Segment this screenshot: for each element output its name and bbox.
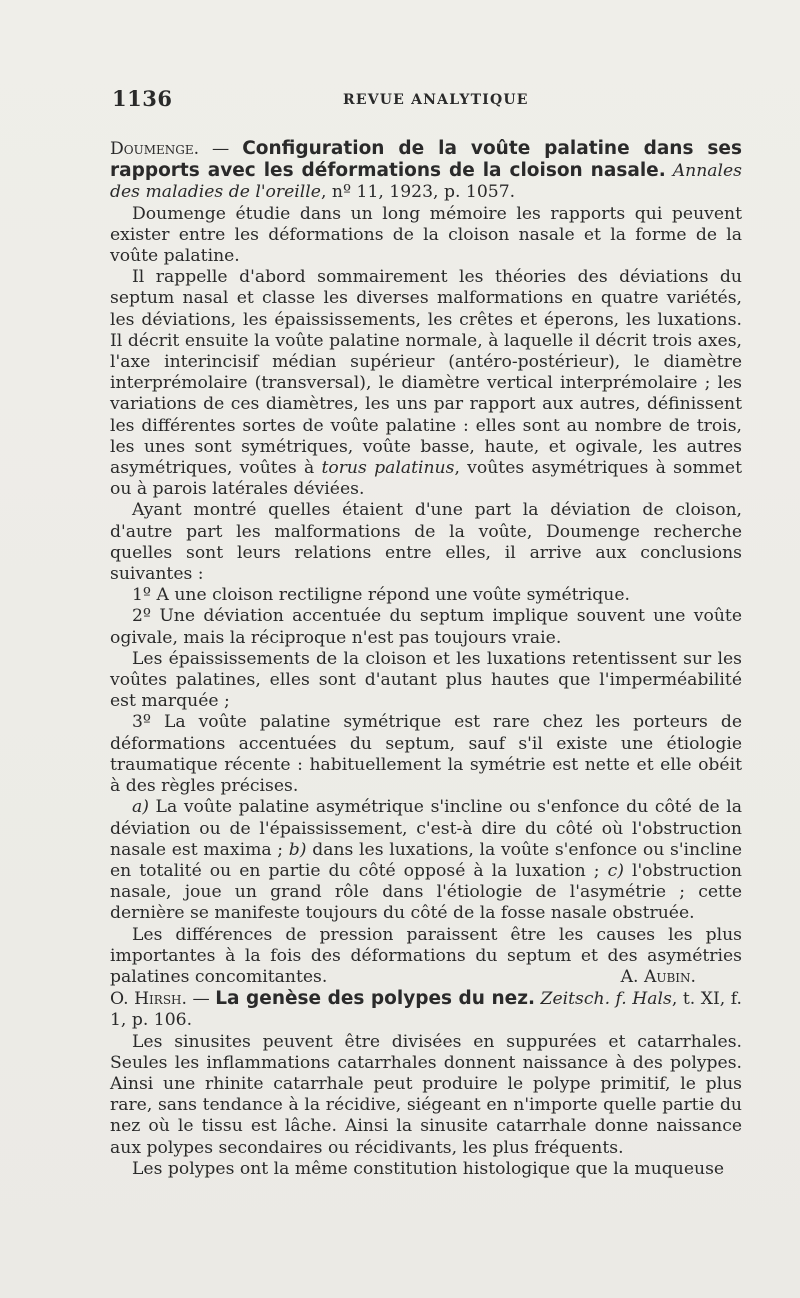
entry-1-dash: — [199,139,243,159]
page-number: 1136 [112,86,173,111]
conclusion-1: 1º A une cloison rectiligne répond une voûte symétrique. [132,585,630,606]
item-label: c) [607,860,624,881]
running-head: REVUE ANALYTIQUE [343,92,529,108]
signature: A. Aubin. [620,966,696,987]
page-header [0,86,800,116]
paragraph [110,267,742,500]
entry-1-author: Doumenge. [110,139,200,159]
paragraph-text: Les différences de pression paraissent être les causes les plus importantes à la fois des déformations du septum et des asymétries palatines concomitantes. [110,924,742,987]
conclusion-3: 3º La voûte palatine symétrique est rare chez les porteurs de déformations accentuées du septum, sauf s'il existe une étiologie traumatique récente : habituellement la symétrie est nette et elle obéit à des règles précises. [110,712,742,797]
paragraph: Ayant montré quelles étaient d'une part la déviation de cloison, d'autre part les malformations de la voûte, Doumenge recherche quelles sont leurs relations entre elles, il arrive aux conclusions suivantes : [110,500,742,585]
entry-2-heading [110,988,742,1031]
paragraph: Les épaississements de la cloison et les luxations retentissent sur les voûtes palatines, elles sont d'autant plus hautes que l'imperméabilité est marquée ; [110,648,742,712]
entry-1-journal: Annales des maladies de l'oreille [110,161,743,203]
paragraph: Doumenge étudie dans un long mémoire les rapports qui peuvent exister entre les déformations de la cloison nasale et la forme de la voûte palatine. [110,203,742,267]
page-content [110,138,742,1180]
paragraph-text: Il rappelle d'abord sommairement les théories des déviations du septum nasal et classe les diverses malformations en quatre variétés, les déviations, les épaississements, les crêtes et éperons, les luxations. Il décrit ensuite la voûte palatine normale, à laquelle il décrit trois axes, l'axe interincisif médian supérieur (antéro-postérieur), le diamètre interprémolaire (transversal), le diamètre vertical interprémolaire ; les variations de ces diamètres, les uns par rapport aux autres, définissent les différentes sortes de voûte palatine : elles sont au nombre de trois, les unes sont symétriques, voûte basse, haute, et ogivale, les autres asymétriques, voûtes à [110,267,742,479]
paragraph: Les polypes ont la même constitution histologique que la muqueuse [132,1158,725,1179]
conclusion-2: 2º Une déviation accentuée du septum implique souvent une voûte ogivale, mais la réciproque n'est pas toujours vraie. [110,606,742,648]
entry-1-citation: , nº 11, 1923, p. 1057. [320,182,516,203]
entry-2-citation: , t. XI, f. 1, p. 106. [110,989,742,1031]
entry-2-journal: Zeitsch. f. Hals [540,989,672,1010]
paragraph-text: La voûte palatine asymétrique s'incline ou s'enfonce du côté de la déviation ou de l'épaississement, c'est-à dire du côté où l'obstruction nasale est maxima ; [110,797,742,860]
entry-2-author: O. Hirsh. [110,989,187,1010]
item-label: a) [132,797,149,818]
entry-2-dash: — [187,989,216,1010]
paragraph [110,797,742,924]
paragraph-emphasis: torus palatinus [321,458,455,479]
item-label: b) [288,839,307,860]
entry-1-heading [110,138,742,204]
paragraph-text: , voûtes asymétriques à sommet ou à parois latérales déviées. [110,458,742,500]
entry-2-title: La genèse des polypes du nez. [215,988,535,1010]
paragraph: Les sinusites peuvent être divisées en suppurées et catarrhales. Seules les inflammations catarrhales donnent naissance à des polypes. Ainsi une rhinite catarrhale peut produire le polype primitif, le plus rare, sans tendance à la récidive, siégeant en n'importe quelle partie du nez où le tissu est lâche. Ainsi la sinusite catarrhale donne naissance aux polypes secondaires ou récidivants, les plus fréquents. [110,1031,742,1158]
paragraph-text: dans les luxations, la voûte s'enfonce ou s'incline en totalité ou en partie du côté opposé à la luxation ; [110,839,742,881]
paragraph-with-signature [110,925,742,989]
paragraph-text: l'obstruction nasale, joue un grand rôle dans l'étiologie de l'asymétrie ; cette dernière se manifeste toujours du côté de la fosse nasale obstruée. [110,860,742,924]
entry-1-title: Configuration de la voûte palatine dans ses rapports avec les déformations de la cloison nasale. [110,138,742,182]
